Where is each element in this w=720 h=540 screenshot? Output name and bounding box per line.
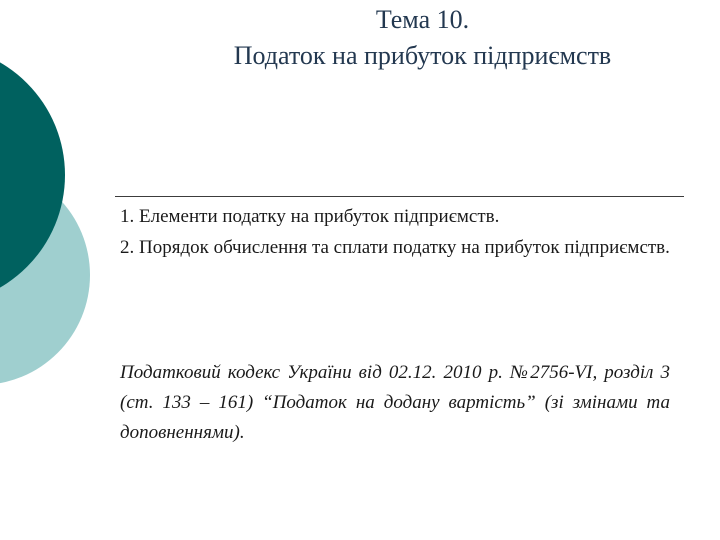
topics-list bbox=[120, 201, 670, 263]
title-line-2: Податок на прибуток підприємств bbox=[233, 41, 612, 70]
legal-reference: Податковий кодекс України від 02.12. 2010 р. №2756-VI, розділ 3 (ст. 133 – 161) “Податок на додану вартість” (зі змінами та доповненнями). bbox=[120, 362, 670, 443]
title-line-1: Тема 10. bbox=[375, 5, 470, 34]
title-divider bbox=[115, 196, 684, 197]
topic-item-1: 1. Елементи податку на прибуток підприємств. bbox=[120, 206, 500, 227]
slide-title bbox=[150, 2, 695, 74]
topic-item-2: 2. Порядок обчислення та сплати податку на прибуток підприємств. bbox=[120, 237, 670, 258]
decorative-circles bbox=[0, 0, 130, 540]
